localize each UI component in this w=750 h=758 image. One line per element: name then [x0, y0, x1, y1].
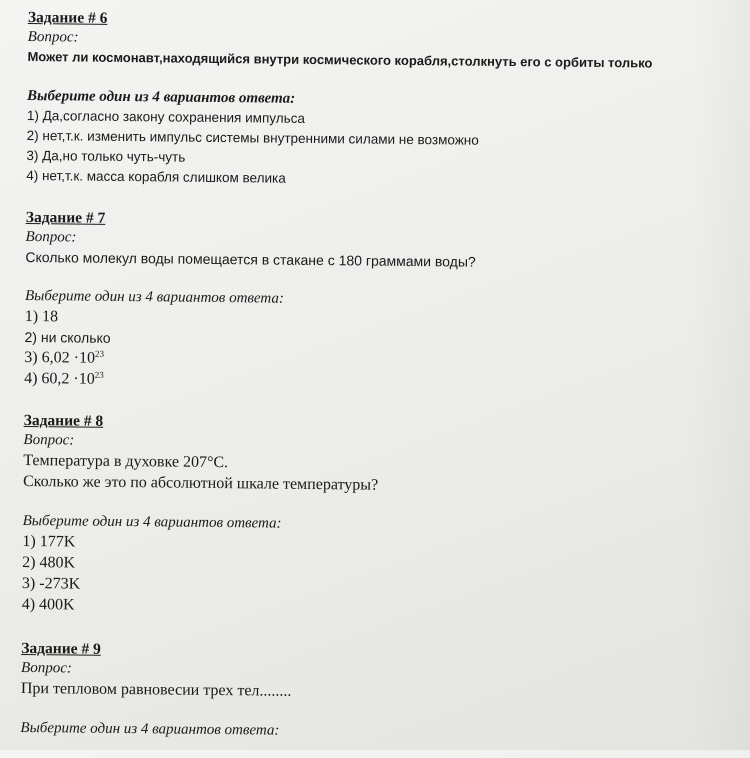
answer-option: 2) 480K — [22, 553, 76, 572]
question-text: При тепловом равновесии трех тел........ — [20, 679, 292, 700]
answer-option: 2) ни сколько — [24, 328, 111, 346]
choose-label: Выберите один из 4 вариантов ответа: — [22, 512, 282, 532]
question-text: Сколько молекул воды помещается в стакане с 180 граммами воды? — [25, 248, 476, 270]
choose-label: Выберите один из 4 вариантов ответа: — [20, 719, 280, 739]
question-text: Может ли космонавт,находящийся внутри космического корабля,столкнуть его с орбиты только — [27, 48, 653, 71]
task-title: Задание # 8 — [23, 411, 104, 430]
answer-option: 3) Да,но только чуть-чуть — [26, 147, 186, 165]
answer-option: 1) 177K — [22, 532, 76, 551]
task-title: Задание # 7 — [25, 208, 106, 227]
task-6 — [26, 8, 750, 194]
answer-option: 4) 400K — [21, 595, 75, 614]
task-title: Задание # 6 — [27, 8, 108, 27]
task-9 — [20, 639, 743, 746]
answer-option: 3) -273K — [21, 574, 81, 593]
question-label: Вопрос: — [27, 28, 79, 46]
question-label: Вопрос: — [21, 659, 72, 677]
question-text: Сколько же это по абсолютной шкале температуры? — [22, 472, 379, 494]
question-text: Температура в духовке 207°C. — [23, 451, 229, 472]
exponent: 23 — [94, 348, 105, 359]
option-base: 4) 60,2 ·10 — [24, 369, 95, 388]
task-7 — [24, 208, 748, 397]
exponent: 23 — [94, 369, 104, 380]
answer-option: 1) Да,согласно закону сохранения импульса — [26, 107, 306, 126]
answer-option: 1) 18 — [24, 307, 59, 326]
task-8 — [22, 411, 746, 623]
answer-option: 2) нет,т.к. изменить импульс системы внутренними силами не возможно — [26, 127, 479, 148]
worksheet-page — [20, 8, 750, 758]
answer-option: 4) нет,т.к. масса корабля слишком велика — [26, 167, 286, 186]
question-label: Вопрос: — [25, 228, 77, 246]
question-label: Вопрос: — [23, 431, 75, 449]
choose-label: Выберите один из 4 вариантов ответа: — [26, 87, 296, 107]
option-base: 3) 6,02 ·10 — [24, 348, 96, 367]
task-title: Задание # 9 — [21, 639, 101, 658]
choose-label: Выберите один из 4 вариантов ответа: — [24, 287, 285, 307]
